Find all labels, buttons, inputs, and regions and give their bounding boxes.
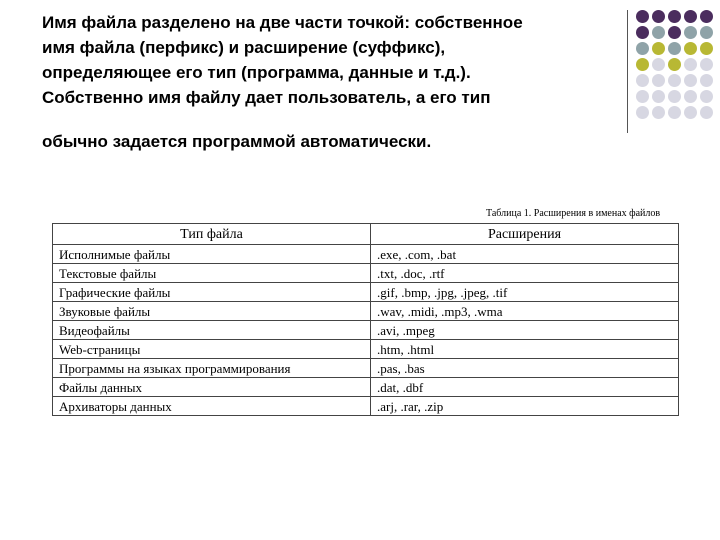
intro-line: Собственно имя файлу дает пользователь, а его тип: [42, 88, 491, 107]
file-type-cell: Программы на языках программирования: [53, 359, 371, 378]
decorative-dot: [636, 42, 649, 55]
decorative-dot: [700, 58, 713, 71]
decorative-dot: [700, 90, 713, 103]
table-row: [53, 359, 679, 378]
file-type-cell: Текстовые файлы: [53, 264, 371, 283]
decorative-dot: [652, 42, 665, 55]
intro-paragraph: [42, 10, 612, 154]
intro-line: определяющее его тип (программа, данные и т.д.).: [42, 63, 471, 82]
decorative-dot: [668, 26, 681, 39]
table-row: [53, 245, 679, 264]
decorative-divider: [627, 10, 628, 133]
decorative-dot: [684, 74, 697, 87]
file-type-cell: Web-страницы: [53, 340, 371, 359]
intro-line: Имя файла разделено на две части точкой: собственное: [42, 13, 523, 32]
decorative-dot: [652, 74, 665, 87]
table-row: [53, 302, 679, 321]
decorative-dot: [700, 106, 713, 119]
table-row: [53, 340, 679, 359]
file-type-cell: Архиваторы данных: [53, 397, 371, 416]
decorative-dot: [668, 106, 681, 119]
file-extensions-table: [52, 223, 679, 416]
extensions-cell: .txt, .doc, .rtf: [371, 264, 679, 283]
decorative-dot: [668, 58, 681, 71]
table-header-row: [53, 224, 679, 245]
decorative-dot: [684, 10, 697, 23]
decorative-dot-grid: [636, 10, 714, 120]
decorative-dot: [684, 42, 697, 55]
decorative-dot: [636, 10, 649, 23]
extensions-cell: .wav, .midi, .mp3, .wma: [371, 302, 679, 321]
intro-line: имя файла (перфикс) и расширение (суффикс),: [42, 38, 446, 57]
decorative-dot: [700, 74, 713, 87]
extensions-cell: .dat, .dbf: [371, 378, 679, 397]
extensions-cell: .avi, .mpeg: [371, 321, 679, 340]
decorative-dot: [636, 26, 649, 39]
column-header-file-type: Тип файла: [53, 224, 371, 245]
table-row: [53, 283, 679, 302]
extensions-cell: .gif, .bmp, .jpg, .jpeg, .tif: [371, 283, 679, 302]
file-type-cell: Видеофайлы: [53, 321, 371, 340]
decorative-dot: [636, 58, 649, 71]
table-row: [53, 378, 679, 397]
extensions-cell: .arj, .rar, .zip: [371, 397, 679, 416]
file-type-cell: Графические файлы: [53, 283, 371, 302]
extensions-cell: .pas, .bas: [371, 359, 679, 378]
decorative-dot: [668, 10, 681, 23]
decorative-dot: [684, 26, 697, 39]
file-type-cell: Файлы данных: [53, 378, 371, 397]
file-type-cell: Звуковые файлы: [53, 302, 371, 321]
decorative-dot: [652, 90, 665, 103]
decorative-dot: [652, 10, 665, 23]
decorative-dot: [636, 74, 649, 87]
decorative-dot: [652, 106, 665, 119]
decorative-dot: [668, 90, 681, 103]
decorative-dot: [684, 106, 697, 119]
decorative-dot: [636, 90, 649, 103]
decorative-dot: [652, 26, 665, 39]
decorative-dot: [668, 42, 681, 55]
table-row: [53, 397, 679, 416]
file-type-cell: Исполнимые файлы: [53, 245, 371, 264]
column-header-extensions: Расширения: [371, 224, 679, 245]
intro-line: обычно задается программой автоматически.: [42, 132, 432, 151]
decorative-dot: [668, 74, 681, 87]
decorative-dot: [700, 26, 713, 39]
decorative-dot: [684, 90, 697, 103]
decorative-dot: [636, 106, 649, 119]
table-row: [53, 264, 679, 283]
decorative-dot: [700, 10, 713, 23]
extensions-cell: .htm, .html: [371, 340, 679, 359]
table-caption: Таблица 1. Расширения в именах файлов: [486, 208, 661, 219]
decorative-dot: [652, 58, 665, 71]
decorative-dot: [684, 58, 697, 71]
decorative-dot: [700, 42, 713, 55]
table-row: [53, 321, 679, 340]
extensions-cell: .exe, .com, .bat: [371, 245, 679, 264]
